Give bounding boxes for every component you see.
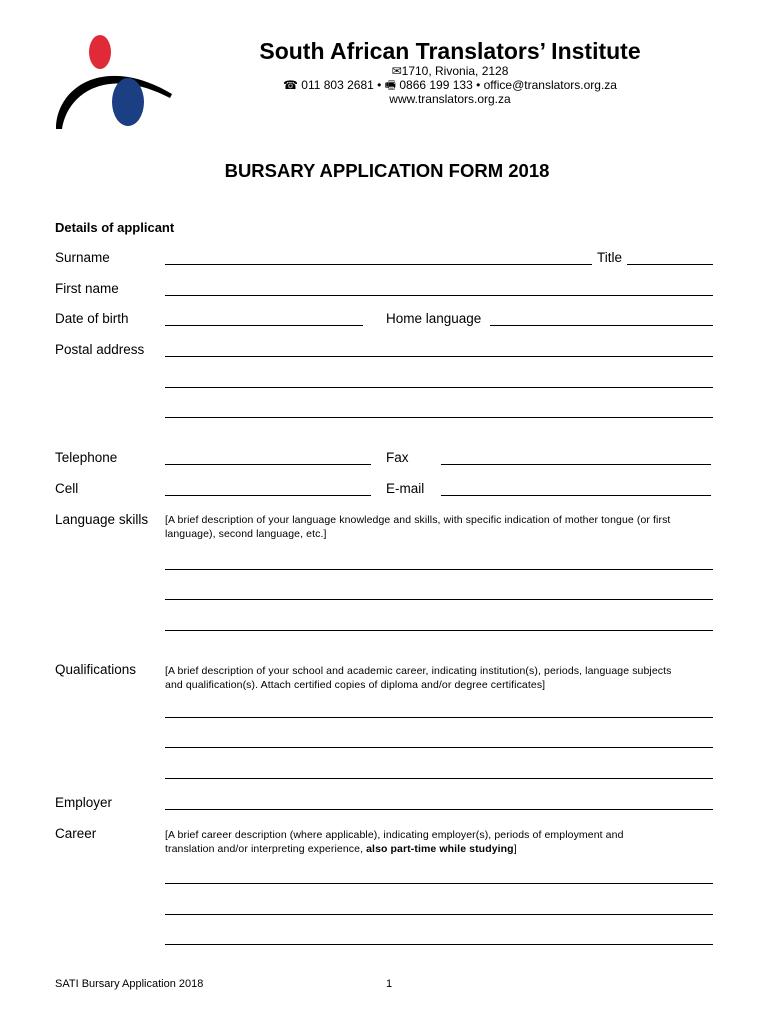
title-label: Title bbox=[597, 250, 623, 265]
career-description-emphasis: also part-time while studying bbox=[366, 843, 514, 855]
org-address: ✉1710, Rivonia, 2128 bbox=[391, 64, 509, 78]
first-name-label: First name bbox=[55, 281, 119, 296]
language-skills-line-1[interactable] bbox=[165, 569, 713, 570]
cell-label: Cell bbox=[55, 481, 79, 496]
home-language-label: Home language bbox=[386, 311, 482, 326]
career-line-2[interactable] bbox=[165, 914, 713, 915]
career-description-text: [A brief career description (where applicable), indicating employer(s), periods of employment and translation and/or interpreting experience, bbox=[165, 829, 624, 855]
telephone-label: Telephone bbox=[55, 450, 118, 465]
career-description-end: ] bbox=[513, 843, 517, 855]
telephone-field[interactable] bbox=[165, 464, 371, 465]
footer-doc-name: SATI Bursary Application 2018 bbox=[55, 978, 204, 990]
career-line-1[interactable] bbox=[165, 883, 713, 884]
home-language-field[interactable] bbox=[490, 325, 713, 326]
cell-field[interactable] bbox=[165, 495, 371, 496]
surname-label: Surname bbox=[55, 250, 110, 265]
fax-label: Fax bbox=[386, 450, 409, 465]
language-skills-description: [A brief description of your language knowledge and skills, with specific indication of mother tongue (or first language), second language, etc.] bbox=[165, 514, 671, 540]
employer-label: Employer bbox=[55, 795, 113, 810]
qualifications-label: Qualifications bbox=[55, 662, 137, 677]
postal-address-line-2[interactable] bbox=[165, 387, 713, 388]
postal-address-line-1[interactable] bbox=[165, 356, 713, 357]
footer-page-number: 1 bbox=[386, 978, 393, 990]
org-website: www.translators.org.za bbox=[389, 92, 511, 106]
sati-logo bbox=[50, 32, 180, 130]
first-name-field[interactable] bbox=[165, 295, 713, 296]
date-of-birth-label: Date of birth bbox=[55, 311, 129, 326]
qualifications-line-3[interactable] bbox=[165, 778, 713, 779]
postal-address-label: Postal address bbox=[55, 342, 145, 357]
language-skills-line-3[interactable] bbox=[165, 630, 713, 631]
org-phone-fax-email: ☎ 011 803 2681 • 🖷 0866 199 133 • office@translators.org.za bbox=[283, 78, 617, 92]
career-description bbox=[165, 828, 675, 856]
employer-field[interactable] bbox=[165, 809, 713, 810]
language-skills-line-2[interactable] bbox=[165, 599, 713, 600]
qualifications-description: [A brief description of your school and academic career, indicating institution(s), periods, language subjects and qualification(s). Attach certified copies of diploma and/or degree certificates] bbox=[165, 665, 672, 691]
qualifications-line-1[interactable] bbox=[165, 717, 713, 718]
surname-field[interactable] bbox=[165, 264, 592, 265]
logo-blue-dot bbox=[112, 78, 144, 126]
email-label: E-mail bbox=[386, 481, 425, 496]
email-field[interactable] bbox=[441, 495, 711, 496]
fax-field[interactable] bbox=[441, 464, 711, 465]
title-field[interactable] bbox=[627, 264, 713, 265]
section-title: Details of applicant bbox=[55, 220, 175, 235]
date-of-birth-field[interactable] bbox=[165, 325, 363, 326]
logo-red-dot bbox=[89, 35, 111, 69]
form-title: BURSARY APPLICATION FORM 2018 bbox=[224, 160, 550, 181]
postal-address-line-3[interactable] bbox=[165, 417, 713, 418]
qualifications-line-2[interactable] bbox=[165, 747, 713, 748]
career-label: Career bbox=[55, 826, 97, 841]
language-skills-label: Language skills bbox=[55, 512, 149, 527]
org-name: South African Translators’ Institute bbox=[259, 38, 641, 64]
career-line-3[interactable] bbox=[165, 944, 713, 945]
